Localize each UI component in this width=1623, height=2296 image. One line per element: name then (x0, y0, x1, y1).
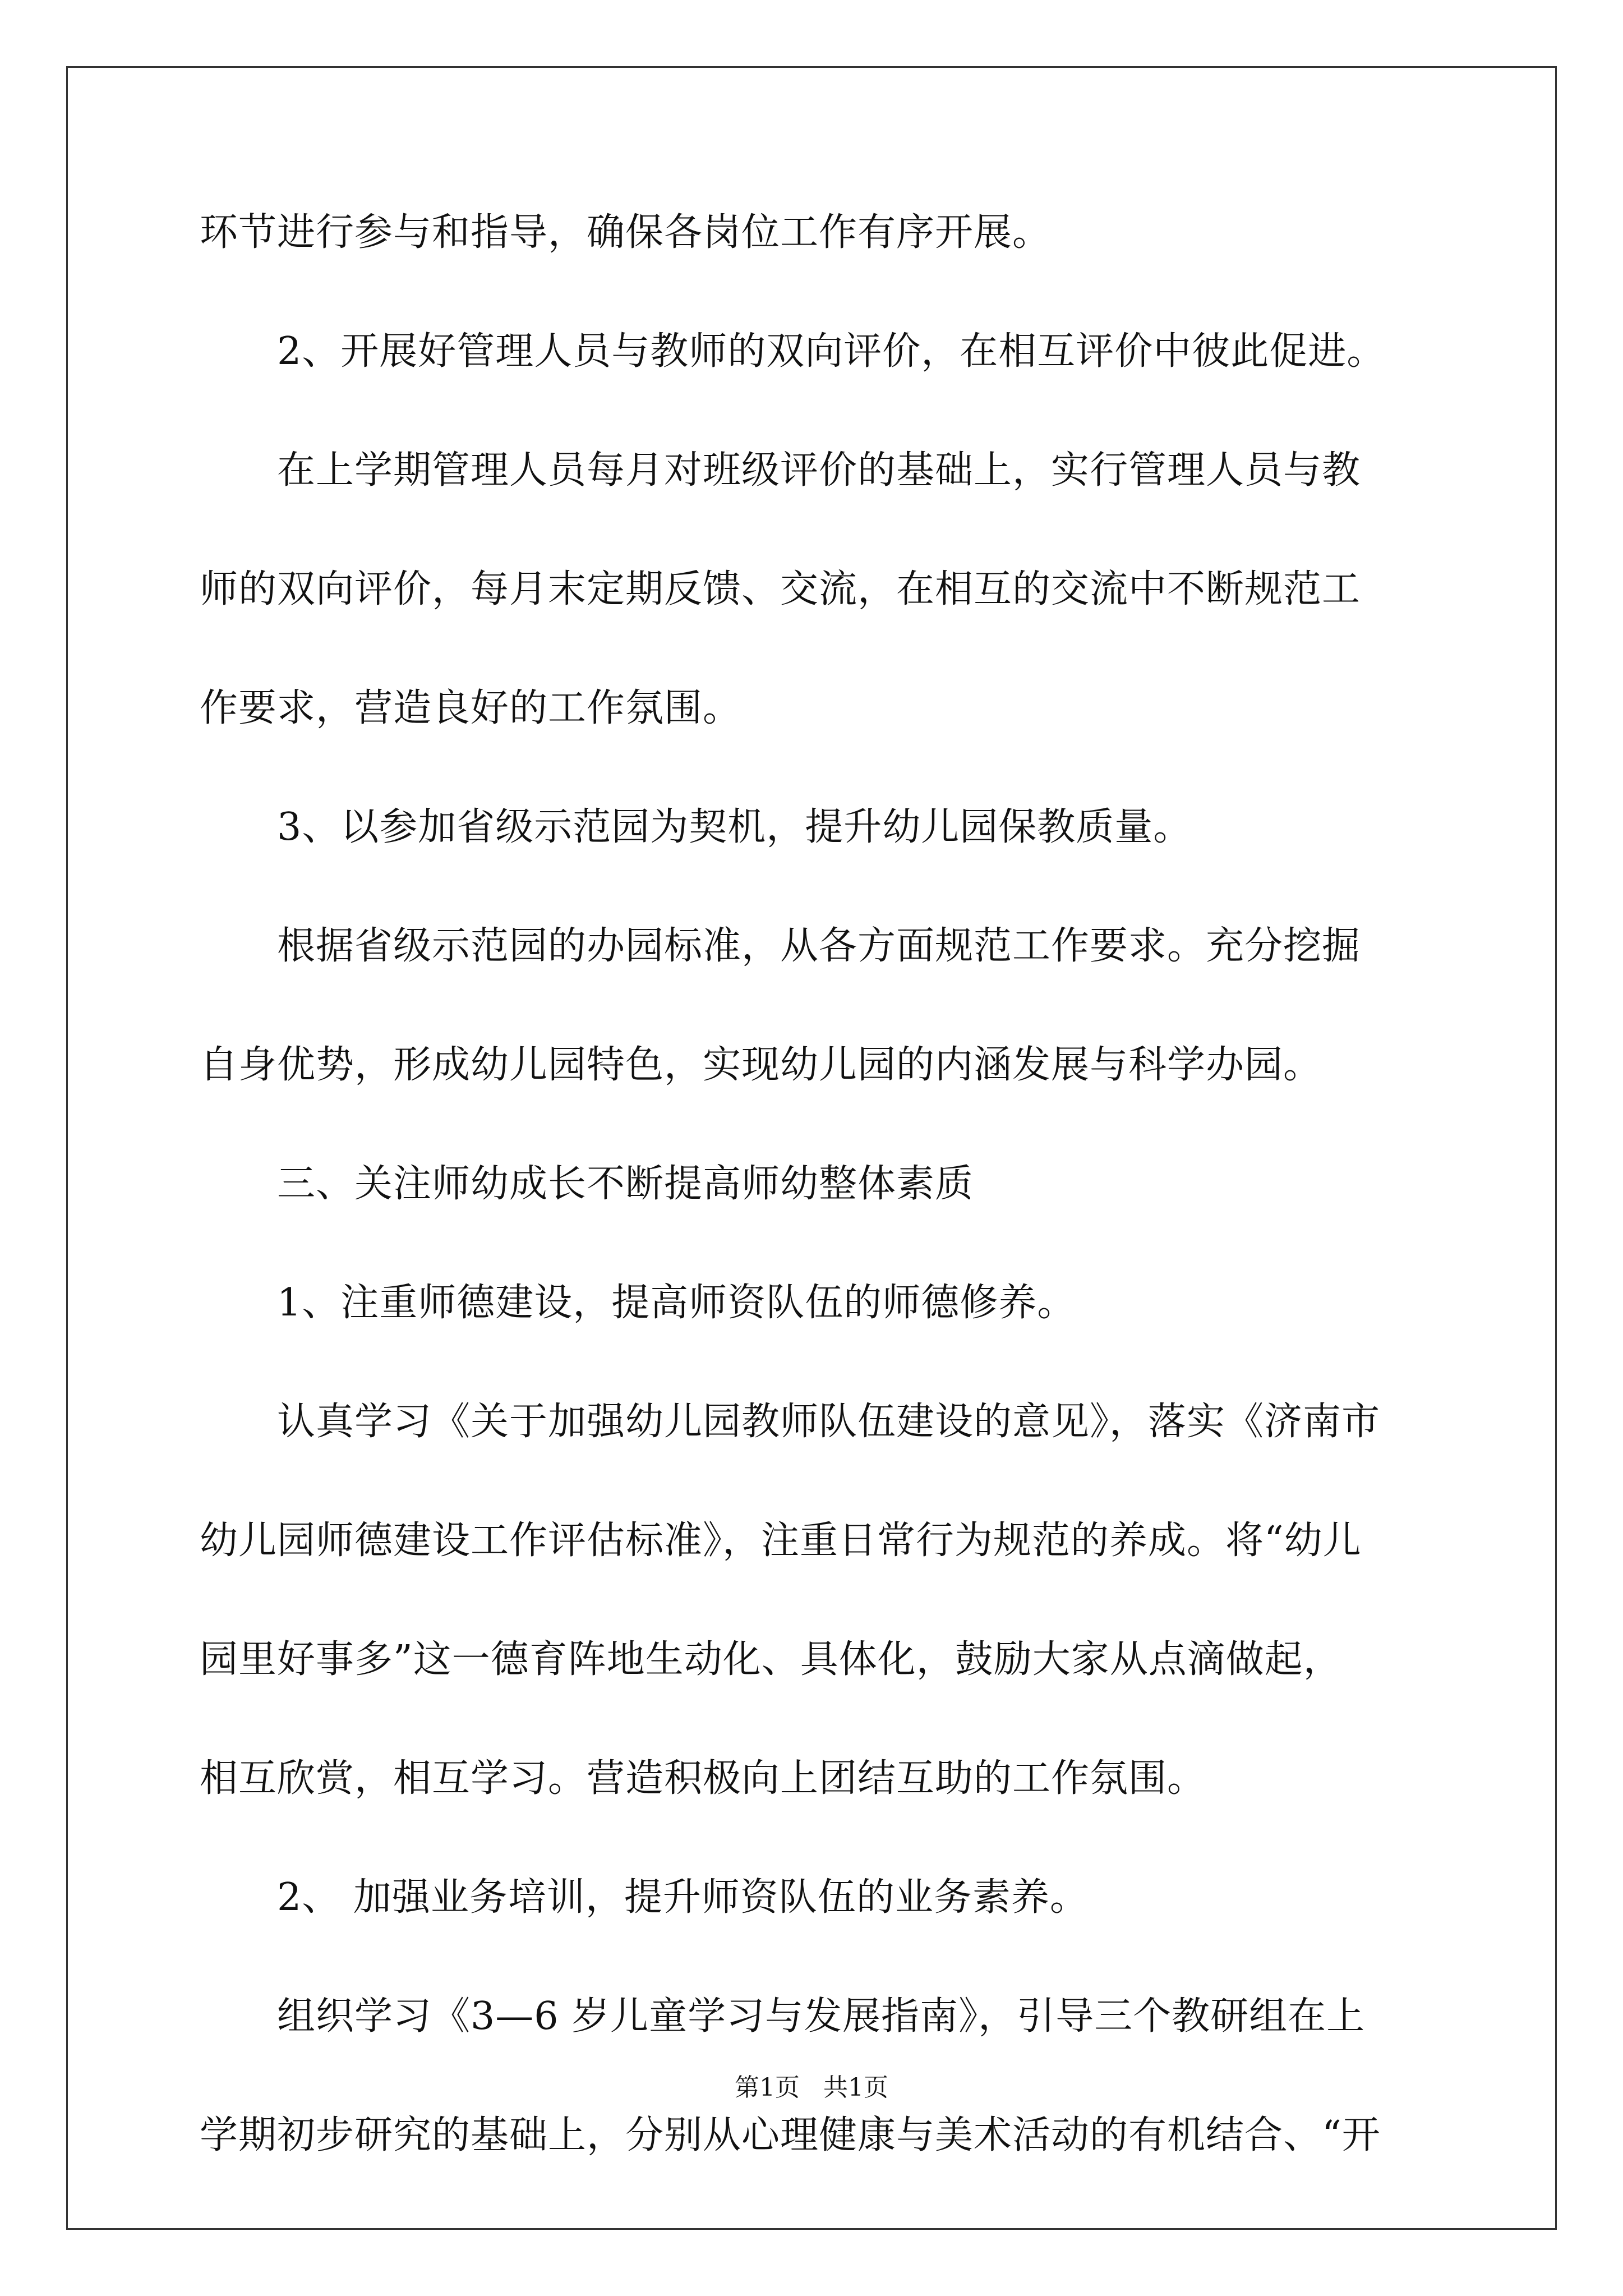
section-heading: 三、关注师幼成长不断提高师幼整体素质 (200, 1162, 974, 1206)
text-line: 1、注重师德建设，提高师资队伍的师德修养。 (200, 1281, 1076, 1325)
text-line: 自身优势，形成幼儿园特色，实现幼儿园的内涵发展与科学办园。 (200, 1043, 1322, 1087)
text-line: 师的双向评价，每月末定期反馈、交流，在相互的交流中不断规范工 (200, 567, 1361, 611)
text-line: 作要求，营造良好的工作氛围。 (200, 686, 742, 730)
page-footer: 第1页 共1页 (735, 2073, 888, 2102)
text-line: 学期初步研究的基础上，分别从心理健康与美术活动的有机结合、“开 (200, 2113, 1381, 2157)
text-line: 环节进行参与和指导，确保各岗位工作有序开展。 (200, 210, 1052, 255)
text-line: 组织学习《3—6 岁儿童学习与发展指南》，引导三个教研组在上 (200, 1994, 1366, 2039)
text-line: 3、以参加省级示范园为契机，提升幼儿园保教质量。 (200, 805, 1192, 849)
text-line: 园里好事多”这一德育阵地生动化、具体化，鼓励大家从点滴做起， (200, 1637, 1342, 1682)
text-line: 2、 加强业务培训，提升师资队伍的业务素养。 (200, 1875, 1089, 1920)
text-line: 在上学期管理人员每月对班级评价的基础上，实行管理人员与教 (200, 448, 1361, 493)
text-line: 相互欣赏，相互学习。营造积极向上团结互助的工作氛围。 (200, 1756, 1206, 1801)
text-line: 根据省级示范园的办园标准，从各方面规范工作要求。充分挖掘 (200, 924, 1361, 968)
text-line: 认真学习《关于加强幼儿园教师队伍建设的意见》，落实《济南市 (200, 1400, 1381, 1444)
text-line: 2、开展好管理人员与教师的双向评价，在相互评价中彼此促进。 (200, 329, 1386, 374)
text-line: 幼儿园师德建设工作评估标准》，注重日常行为规范的养成。将“幼儿 (200, 1519, 1362, 1563)
